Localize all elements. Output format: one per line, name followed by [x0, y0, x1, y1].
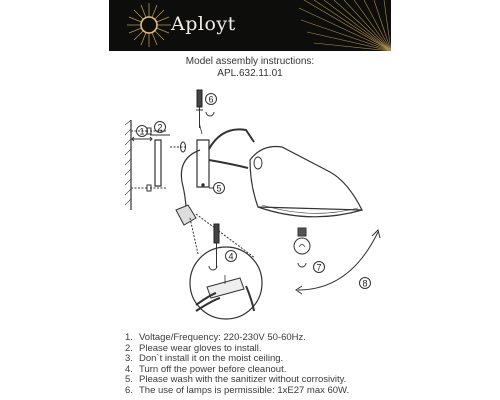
- instruction-item: 2. Please wear gloves to install.: [125, 342, 262, 354]
- instruction-item: 1. Voltage/Frequency: 220-230V 50-60Hz.: [125, 332, 306, 343]
- brand-name: Aployt: [171, 13, 236, 35]
- screwdriver-icon: [196, 90, 203, 134]
- step-1-label: 1: [139, 126, 145, 137]
- instruction-item: 4. Turn off the power before cleanout.: [125, 363, 287, 375]
- lamp-body: [197, 129, 254, 187]
- step-7-label: 7: [316, 262, 322, 273]
- brand-banner: [109, 0, 391, 51]
- assembly-diagram: [0, 84, 500, 330]
- step-4-label: 4: [228, 251, 234, 262]
- step-5-label: 5: [216, 183, 222, 194]
- rotate-arrow-icon: [206, 112, 214, 116]
- rotate-arrow-icon-3: [298, 263, 306, 267]
- model-number: APL.632.11.01: [217, 68, 283, 79]
- instruction-item: 5. Please wash with the sanitizer without corrosivity.: [125, 374, 347, 386]
- instructions-heading: [0, 56, 500, 80]
- wall: [125, 120, 131, 210]
- heading-title: Model assembly instructions:: [185, 56, 315, 67]
- sun-logo-icon: [109, 0, 391, 51]
- instruction-item: 6. The use of lamps is permissible: 1xE27 max 60W.: [125, 384, 350, 396]
- terminal-detail: [190, 214, 262, 319]
- lamp-shade-icon: [250, 147, 362, 217]
- step-8-label: 8: [362, 278, 368, 289]
- instruction-item: 3. Don`t install it on the moist ceiling.: [125, 353, 284, 365]
- instruction-list: [125, 333, 349, 397]
- step-6-label: 6: [208, 94, 214, 105]
- rotate-arrow-icon-2: [209, 266, 217, 270]
- bulb-icon: [294, 228, 310, 254]
- screwdriver-icon-2: [214, 224, 219, 268]
- step-2-label: 2: [157, 122, 163, 133]
